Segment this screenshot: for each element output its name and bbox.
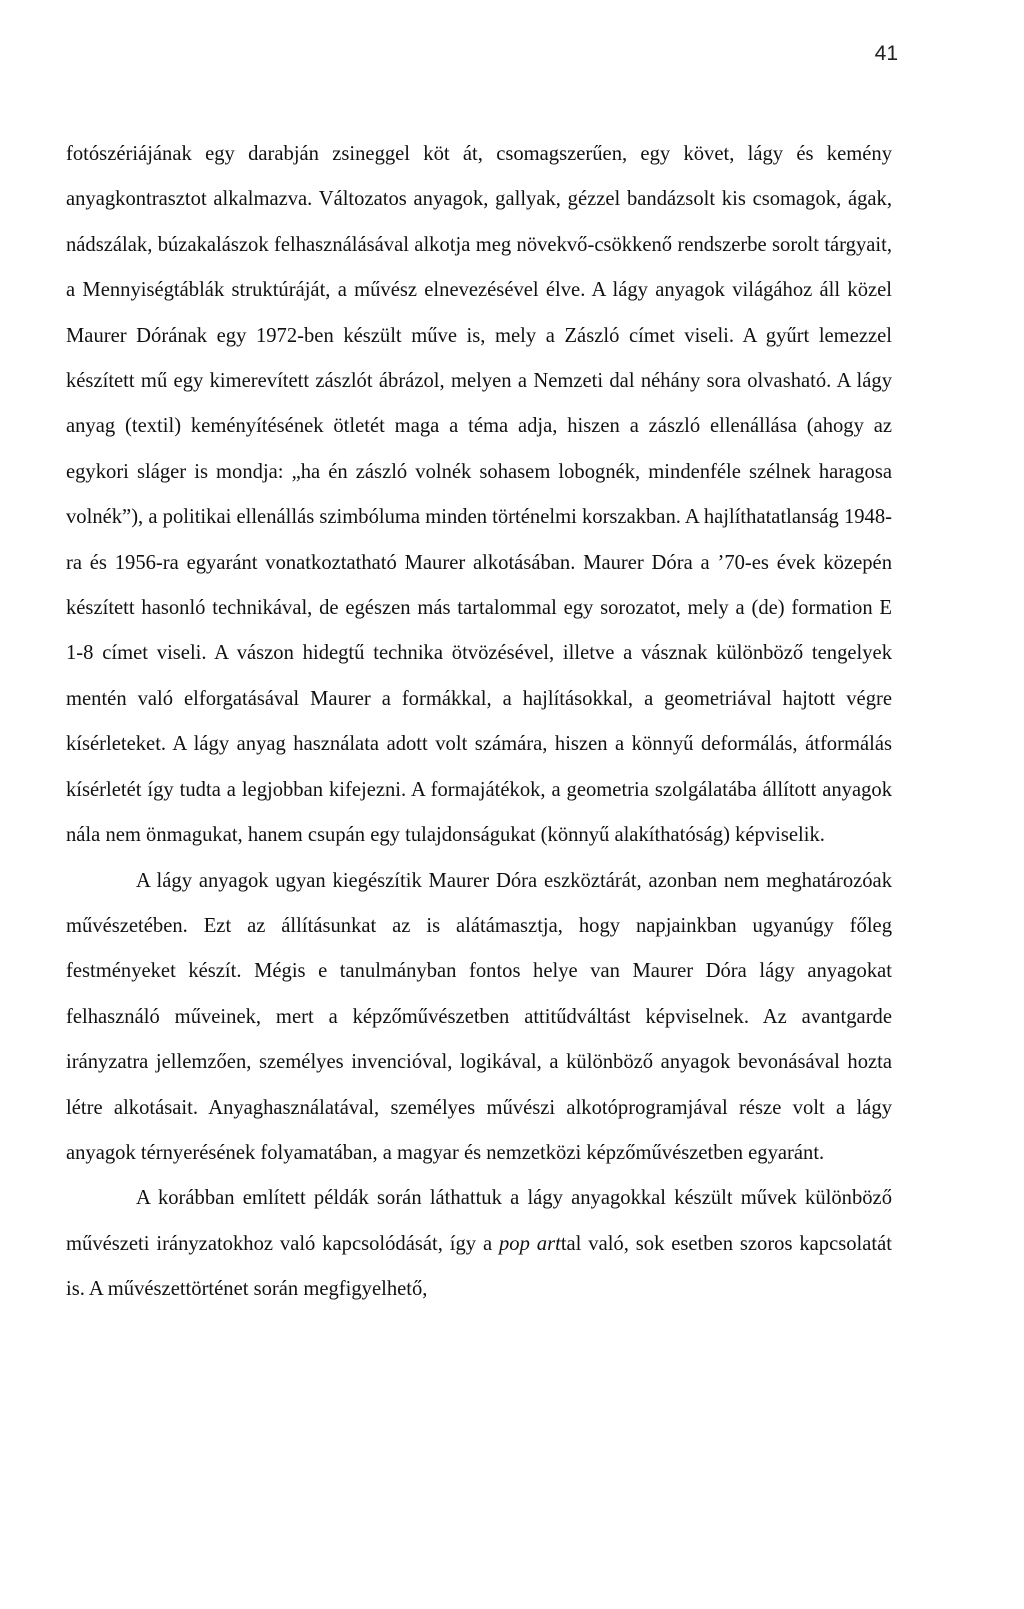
paragraph-3-text-a: A korábban említett példák során láthattuk a lágy anyagokkal készült művek különböző művészeti irányzatokhoz való kapcsolódását, így a (66, 1187, 892, 1255)
paragraph-2 (66, 859, 892, 1177)
paragraph-3-italic-term: pop art (499, 1232, 561, 1255)
page-number: 41 (874, 42, 898, 65)
paragraph-1 (66, 132, 892, 859)
paragraph-1-text: fotószériájának egy darabján zsineggel köt át, csomagszerűen, egy követ, lágy és kemény anyagkontrasztot alkalmazva. Változatos anyagok, gallyak, gézzel bandázsolt kis csomagok, ágak, nádszálak, búzakalászok felhasználásával alkotja meg növekvő-csökkenő rendszerbe sorolt tárgyait, a Mennyiségtáblák struktúráját, a művész elnevezésével élve. A lágy anyagok világához áll közel Maurer Dórának egy 1972-ben készült műve is, mely a Zászló címet viseli. A gyűrt lemezzel készített mű egy kimerevített zászlót ábrázol, melyen a Nemzeti dal néhány sora olvasható. A lágy anyag (textil) keményítésének ötletét maga a téma adja, hiszen a zászló ellenállása (ahogy az egykori sláger is mondja: „ha én zászló volnék sohasem lobognék, mindenféle szélnek haragosa volnék”), a politikai ellenállás szimbóluma minden történelmi korszakban. A hajlíthatatlanság 1948-ra és 1956-ra egyaránt vonatkoztatható Maurer alkotásában. Maurer Dóra a ’70-es évek közepén készített hasonló technikával, de egészen más tartalommal egy sorozatot, mely a (de) formation E 1-8 címet viseli. A vászon hidegtű technika ötvözésével, illetve a vásznak különböző tengelyek mentén való elforgatásával Maurer a formákkal, a hajlításokkal, a geometriával hajtott végre kísérleteket. A lágy anyag használata adott volt számára, hiszen a könnyű deformálás, átformálás kísérletét így tudta a legjobban kifejezni. A formajátékok, a geometria szolgálatába állított anyagok nála nem önmagukat, hanem csupán egy tulajdonságukat (könnyű alakíthatóság) képviselik. (66, 143, 892, 847)
paragraph-3-text-b: tal való, sok esetben szoros kapcsolatát is. A művészettörténet során megfigyelhető, (66, 1232, 893, 1301)
paragraph-2-text: A lágy anyagok ugyan kiegészítik Maurer Dóra eszköztárát, azonban nem meghatározóak művészetében. Ezt az állításunkat az is alátámasztja, hogy napjainkban ugyanúgy főleg festményeket készít. Mégis e tanulmányban fontos helye van Maurer Dóra lágy anyagokat felhasználó műveinek, mert a képzőművészetben attitűdváltást képviselnek. Az avantgarde irányzatra jellemzően, személyes invencióval, logikával, a különböző anyagok bevonásával hozta létre alkotásait. Anyaghasználatával, személyes művészi alkotóprogramjával része volt a lágy anyagok térnyerésének folyamatában, a magyar és nemzetközi képzőművészetben egyaránt. (66, 869, 892, 1164)
document-body (66, 132, 892, 1313)
paragraph-3 (66, 1176, 892, 1312)
